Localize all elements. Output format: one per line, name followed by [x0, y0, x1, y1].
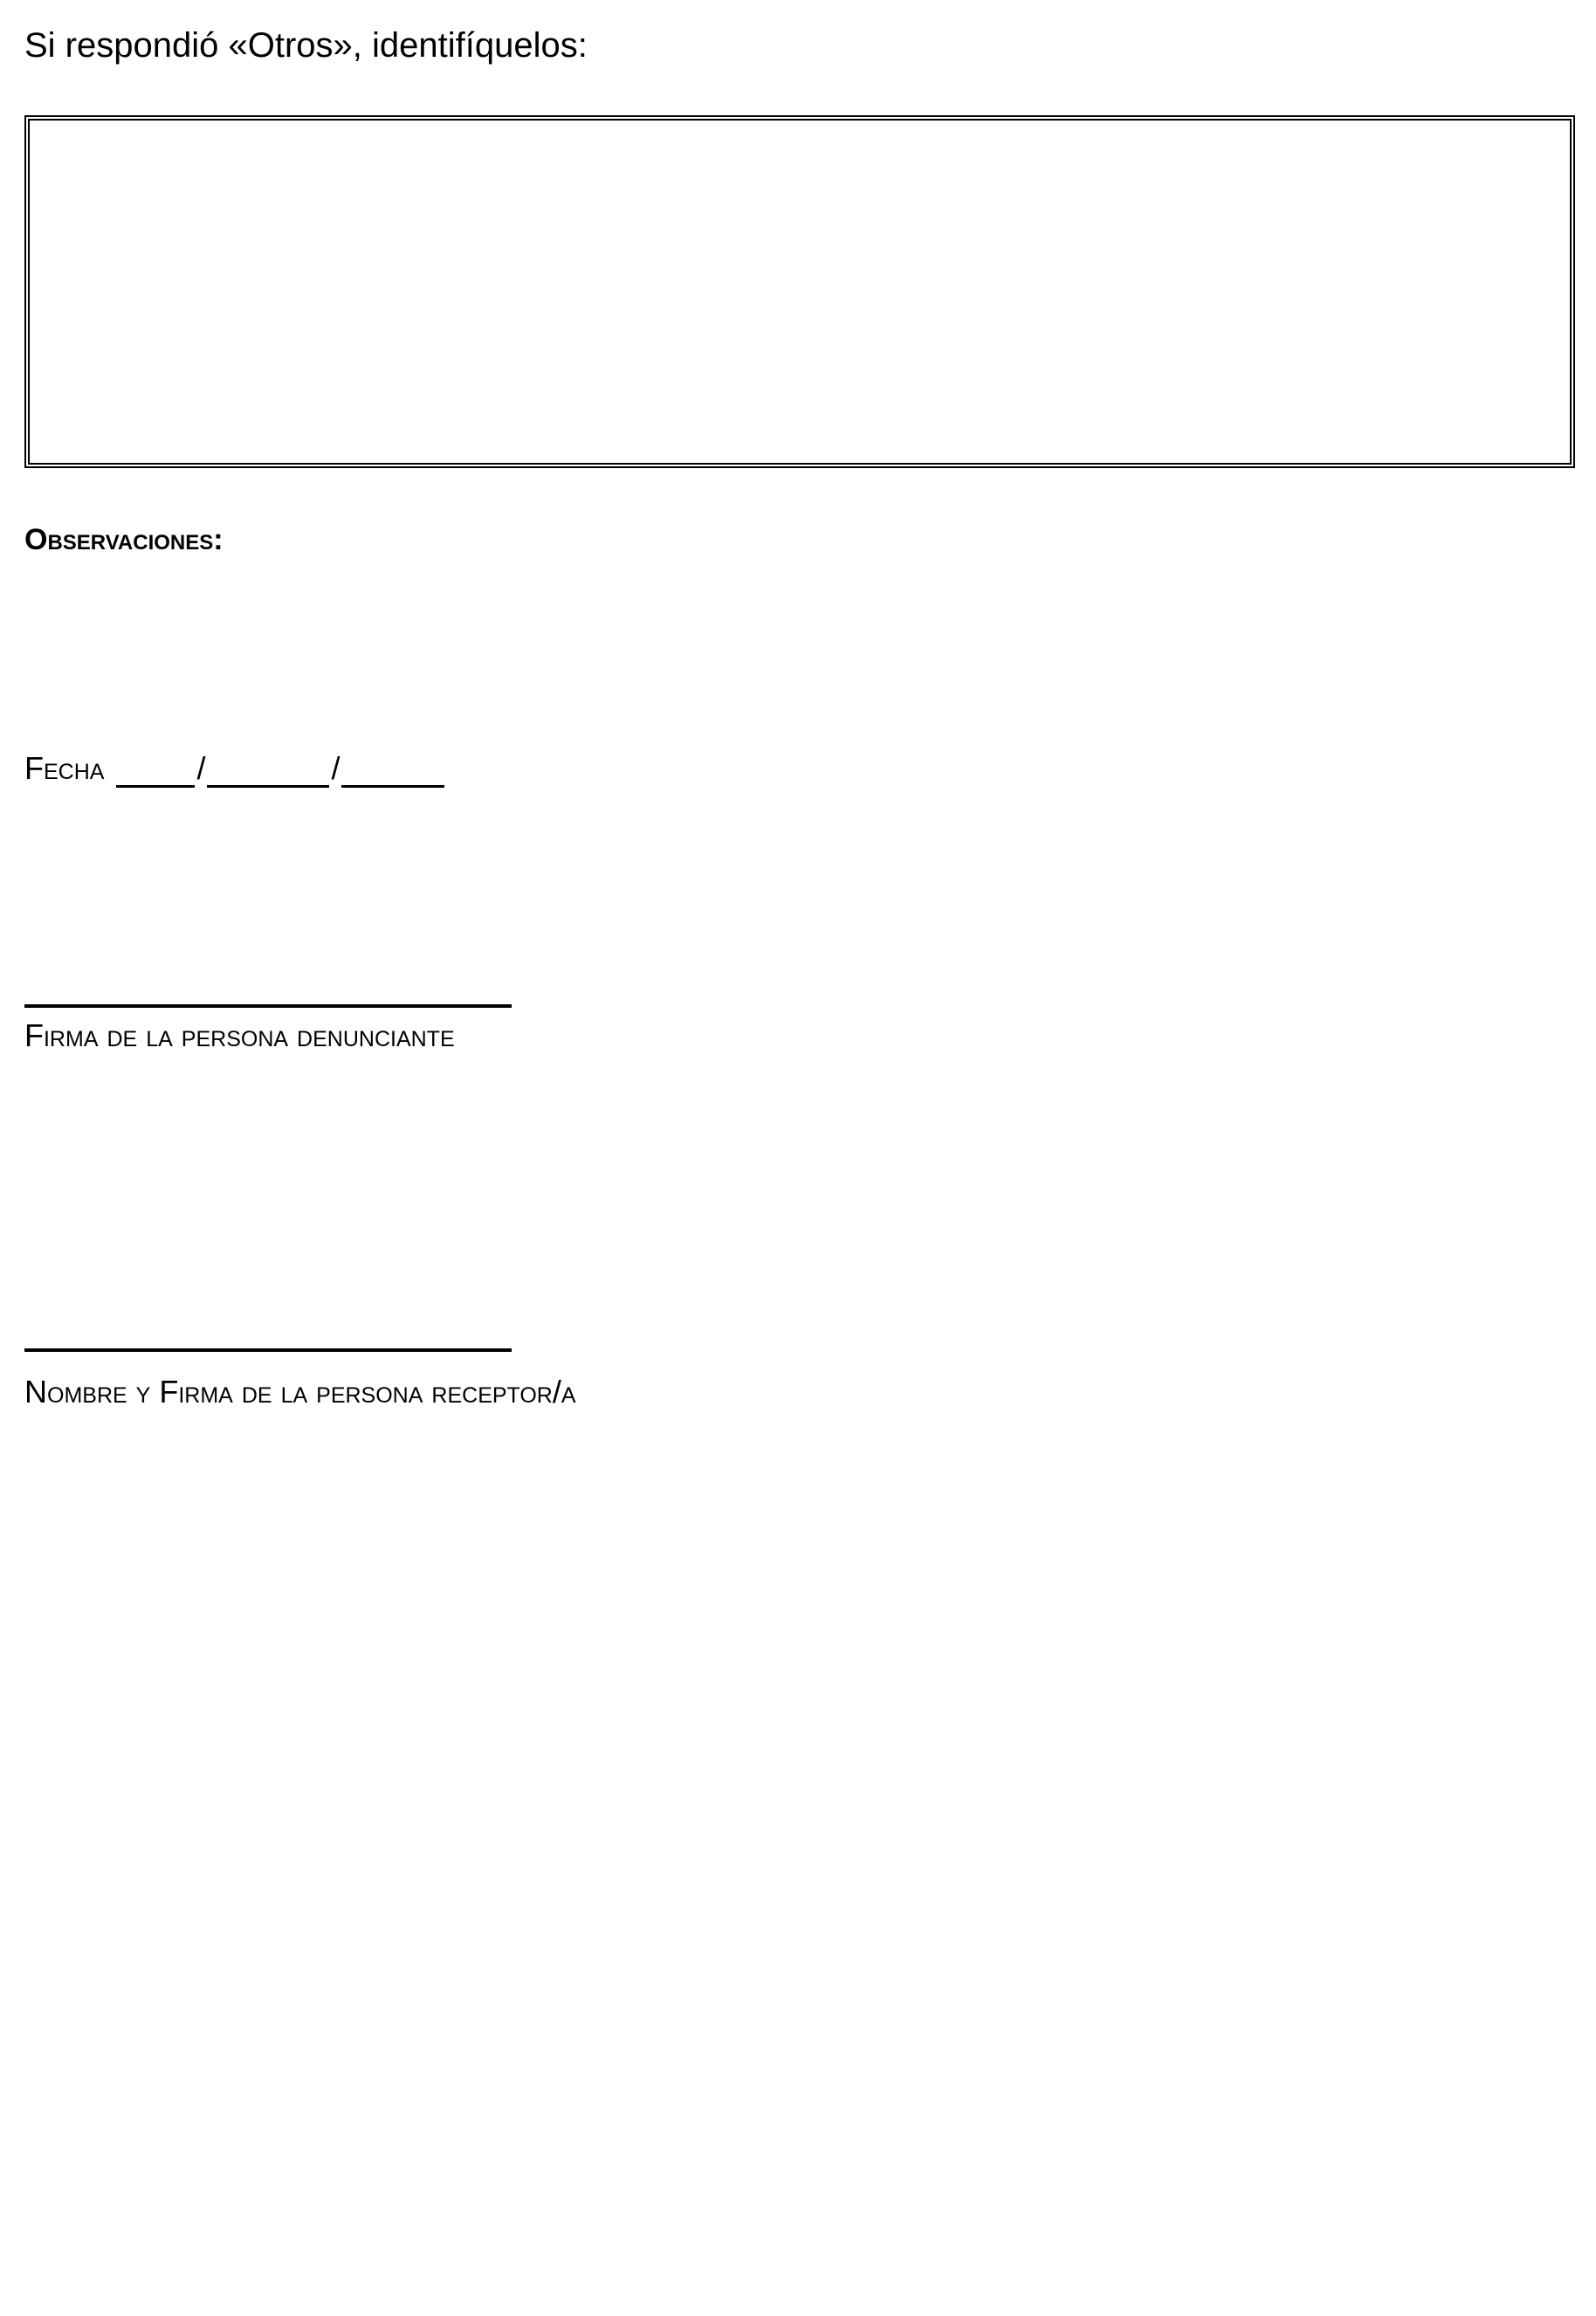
- fecha-day-blank[interactable]: [116, 754, 195, 788]
- fecha-year-blank[interactable]: [341, 754, 444, 788]
- otros-answer-box[interactable]: [24, 115, 1575, 468]
- firma-receptor-line[interactable]: [24, 1348, 512, 1352]
- fecha-separator: /: [196, 750, 206, 786]
- fecha-month-blank[interactable]: [207, 754, 329, 788]
- firma-receptor-label: Nombre y Firma de la persona receptor/a: [24, 1374, 576, 1410]
- otros-prompt: Si respondió «Otros», identifíquelos:: [24, 26, 588, 65]
- fecha-row: [24, 744, 444, 788]
- fecha-separator: /: [331, 750, 341, 786]
- fecha-label: Fecha: [24, 750, 105, 786]
- firma-denunciante-label: Firma de la persona denunciante: [24, 1017, 455, 1053]
- observaciones-heading: Observaciones:: [24, 523, 224, 556]
- firma-denunciante-line[interactable]: [24, 1004, 512, 1008]
